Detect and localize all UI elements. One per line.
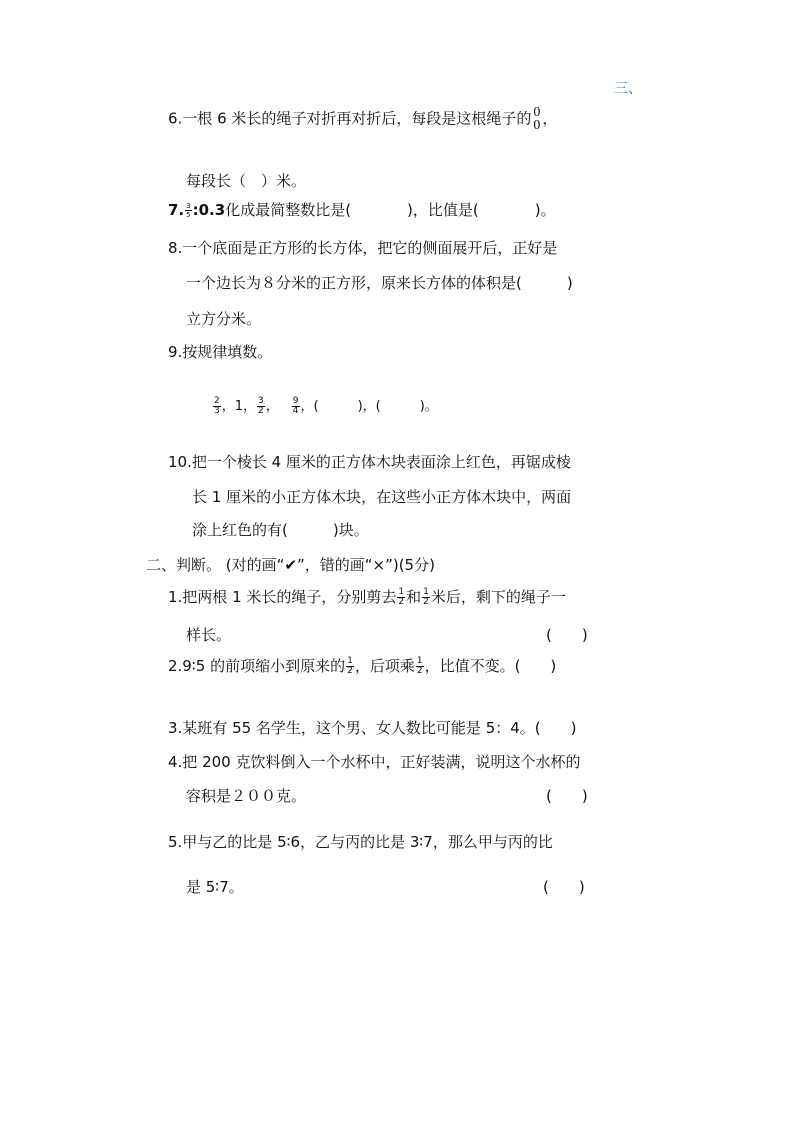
- q7-line: [168, 200, 556, 220]
- q6-text-b: ，: [542, 109, 558, 128]
- q8-line1: 8.一个底面是正方形的长方体，把它的侧面展开后，正好是: [168, 239, 558, 257]
- q9-tail: ，( )，( )。: [300, 399, 438, 414]
- q9-frac-3-num: 9: [292, 396, 299, 406]
- j5-line1: 5.甲与乙的比是 5∶6，乙与丙的比是 3∶7，那么甲与丙的比: [168, 833, 553, 851]
- j1-text-a: 1.把两根 1 米长的绳子，分别剪去: [168, 588, 397, 606]
- j2-text-a: 2.9∶5 的前项缩小到原来的: [168, 657, 346, 675]
- j2-line: [168, 656, 556, 676]
- q9-frac-2-num: 3: [258, 396, 264, 406]
- corner-mark: 三、: [614, 81, 642, 97]
- q9-frac-2: [257, 397, 265, 416]
- j4-answer-paren[interactable]: ( ): [546, 787, 588, 805]
- j1-frac-2-num: 1: [423, 587, 429, 597]
- q7-text-b: 化成最简整数比是(: [225, 201, 352, 219]
- j1-frac-1-num: 1: [398, 587, 405, 597]
- q6-text: 6.一根 6 米长的绳子对折再对折后，每段是这根绳子的: [168, 109, 532, 128]
- q7-fraction: [185, 202, 191, 219]
- q6-fraction: [532, 106, 541, 132]
- q7-ratio: :0.3: [192, 201, 226, 219]
- j1-frac-1-den: 2: [398, 597, 405, 607]
- q9-frac-1: [213, 397, 221, 416]
- j1-line1: [168, 587, 566, 607]
- q9-sep1: ，1，: [221, 399, 257, 414]
- j5-answer-paren[interactable]: ( ): [543, 878, 585, 896]
- q8-line2: 一个边长为８分米的正方形，原来长方体的体积是( ): [186, 274, 573, 292]
- q9-frac-1-num: 2: [214, 396, 220, 406]
- j1-line2: 样长。: [186, 626, 232, 644]
- j1-frac-2-den: 2: [423, 597, 429, 607]
- q6-line2: 每段长（ ）米。: [186, 172, 307, 190]
- q9-sequence: [212, 397, 438, 417]
- q9-frac-3-den: 4: [292, 406, 299, 416]
- q6-frac-den: 0: [533, 118, 541, 133]
- q7-frac-den: 5: [186, 211, 191, 219]
- q9-sep2: ，: [265, 399, 279, 414]
- j1-frac-2: [422, 588, 430, 607]
- j2-frac-2: [416, 657, 424, 676]
- q9-frac-2-den: 2: [258, 406, 264, 416]
- q9-line1: 9.按规律填数。: [168, 343, 273, 361]
- j2-frac-1: [346, 657, 354, 676]
- j1-text-c: 米后，剩下的绳子一: [430, 588, 566, 606]
- j1-answer-paren[interactable]: ( ): [546, 626, 588, 644]
- q10-line3: 涂上红色的有( )块。: [192, 521, 369, 539]
- q6-frac-num: 0: [533, 105, 541, 120]
- j4-line1: 4.把 200 克饮料倒入一个水杯中，正好装满，说明这个水杯的: [168, 753, 581, 771]
- q7-frac-num: 3: [186, 202, 191, 210]
- j5-line2: 是 5∶7。: [186, 878, 244, 896]
- j4-line2: 容积是２００克。: [186, 787, 307, 805]
- q7-text-c: )，比值是(: [407, 201, 479, 219]
- j2-frac-1-num: 1: [347, 656, 353, 666]
- q8-line3: 立方分米。: [186, 310, 262, 328]
- q10-line1: 10.把一个棱长 4 厘米的正方体木块表面涂上红色，再锯成棱: [168, 453, 571, 471]
- q9-frac-3: [292, 397, 300, 416]
- q7-text-d: )。: [534, 201, 556, 219]
- j2-frac-2-den: 2: [416, 666, 423, 676]
- j2-frac-1-den: 2: [347, 666, 353, 676]
- q7-label: 7.: [168, 201, 185, 219]
- j1-frac-1: [397, 588, 405, 607]
- section2-heading: 二、判断。 (对的画“✔”，错的画“×”)(5分): [146, 556, 435, 574]
- j2-text-b: ，后项乘: [354, 657, 415, 675]
- j1-text-b: 和: [406, 588, 422, 606]
- j2-text-c[interactable]: ，比值不变。( ): [424, 657, 557, 675]
- j3-line[interactable]: 3.某班有 55 名学生，这个男、女人数比可能是 5：4。( ): [168, 719, 577, 737]
- q10-line2: 长 1 厘米的小正方体木块，在这些小正方体木块中，两面: [192, 488, 572, 506]
- j2-frac-2-num: 1: [416, 656, 423, 666]
- q6-line1: [168, 106, 557, 132]
- q9-frac-1-den: 3: [214, 406, 220, 416]
